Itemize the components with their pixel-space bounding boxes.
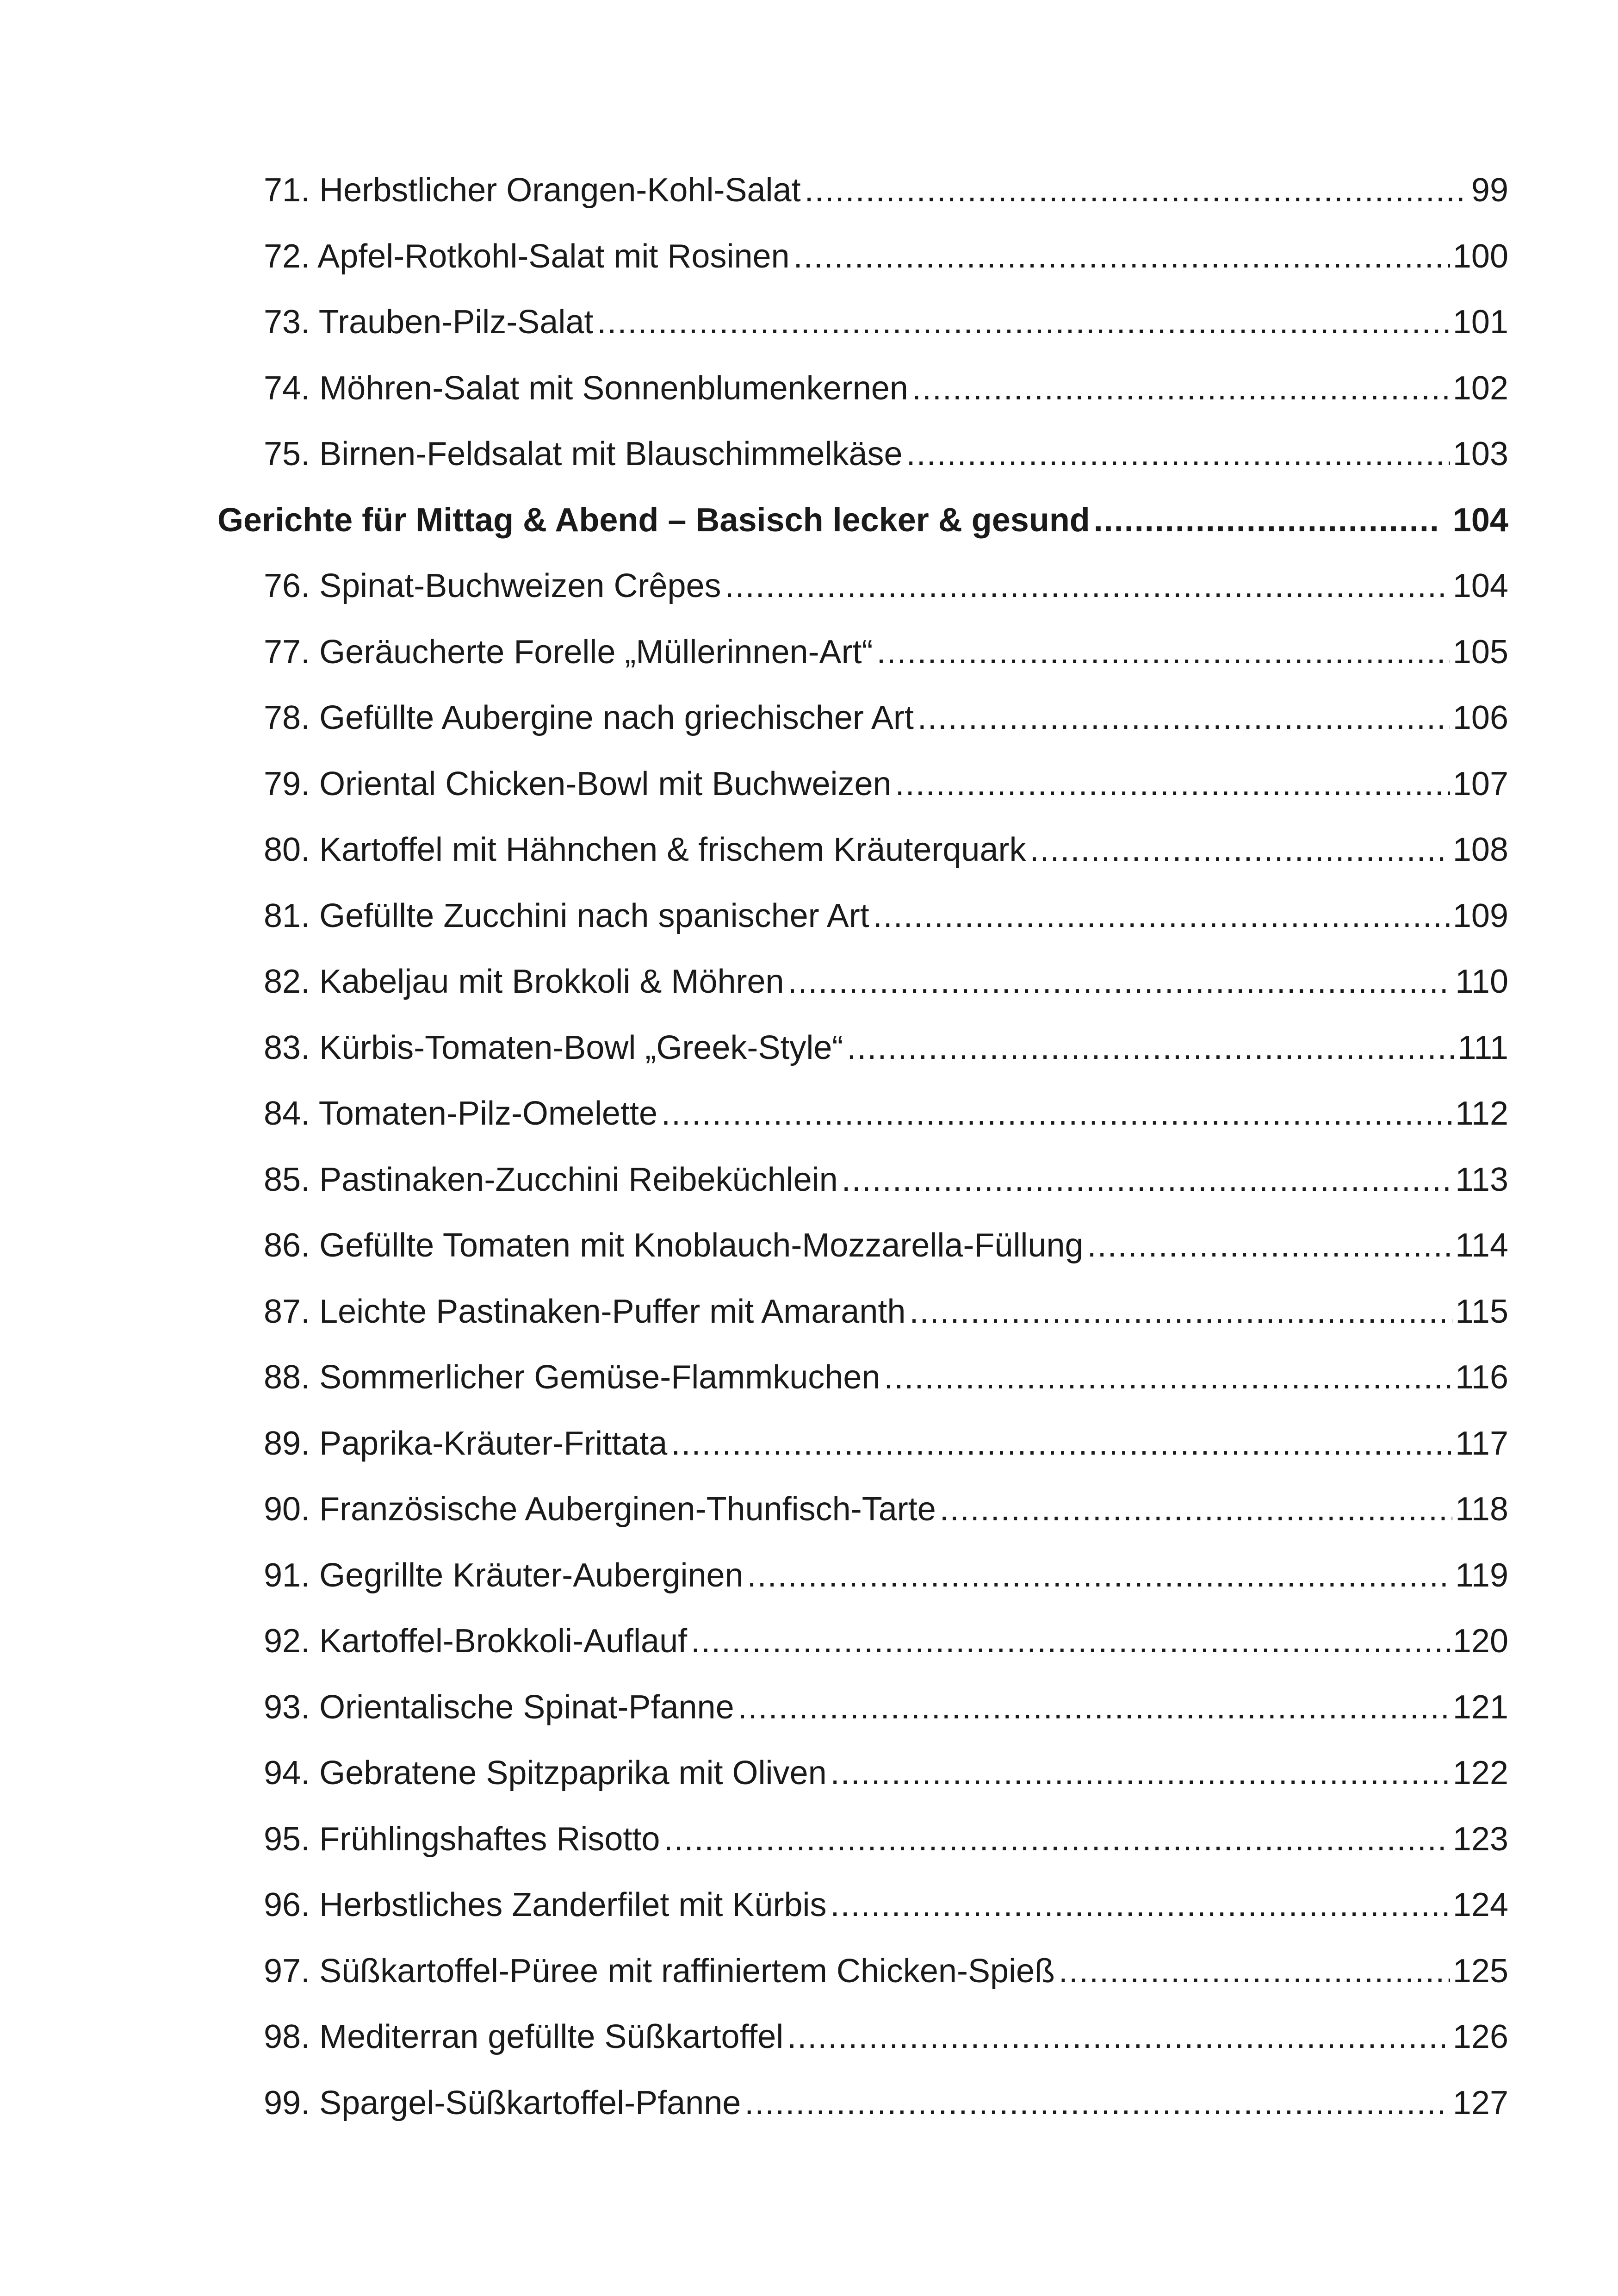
toc-entry-title: 90. Französische Auberginen-Thunfisch-Tarte	[264, 1491, 936, 1528]
toc-entry-title: 85. Pastinaken-Zucchini Reibeküchlein	[264, 1161, 838, 1198]
table-of-contents	[217, 157, 1508, 2136]
toc-leader-dots	[744, 2070, 1450, 2136]
toc-entry[interactable]	[217, 224, 1508, 290]
toc-entry-page: 122	[1452, 1755, 1508, 1792]
toc-entry-title: 92. Kartoffel-Brokkoli-Auflauf	[264, 1623, 688, 1660]
toc-section-title: Gerichte für Mittag & Abend – Basisch lecker & gesund	[217, 501, 1090, 539]
toc-entry-page: 99	[1471, 172, 1508, 209]
toc-leader-dots	[738, 1674, 1450, 1741]
toc-entry[interactable]	[217, 421, 1508, 487]
toc-entry-title: 93. Orientalische Spinat-Pfanne	[264, 1688, 734, 1726]
toc-entry-title: 71. Herbstlicher Orangen-Kohl-Salat	[264, 172, 801, 209]
toc-section-heading[interactable]	[217, 487, 1508, 554]
toc-entry-title: 83. Kürbis-Tomaten-Bowl „Greek-Style“	[264, 1029, 843, 1066]
toc-leader-dots	[873, 883, 1450, 949]
toc-leader-dots	[1094, 487, 1439, 554]
toc-entry-title: 80. Kartoffel mit Hähnchen & frischem Kräuterquark	[264, 831, 1026, 868]
toc-entry[interactable]	[217, 1213, 1508, 1279]
toc-leader-dots	[1059, 1938, 1450, 2004]
toc-entry-page: 110	[1455, 963, 1508, 1000]
toc-entry-page: 124	[1452, 1886, 1508, 1923]
toc-entry-title: 95. Frühlingshaftes Risotto	[264, 1820, 660, 1858]
toc-entry[interactable]	[217, 883, 1508, 949]
toc-leader-dots	[663, 1806, 1450, 1873]
toc-entry-title: 79. Oriental Chicken-Bowl mit Buchweizen	[264, 765, 892, 803]
toc-entry[interactable]	[217, 2004, 1508, 2070]
toc-entry-title: 86. Gefüllte Tomaten mit Knoblauch-Mozzarella-Füllung	[264, 1227, 1084, 1264]
toc-leader-dots	[842, 1147, 1453, 1213]
toc-entry[interactable]	[217, 1147, 1508, 1213]
toc-entry-page: 117	[1455, 1425, 1508, 1462]
toc-entry-title: 88. Sommerlicher Gemüse-Flammkuchen	[264, 1359, 880, 1396]
toc-entry-title: 78. Gefüllte Aubergine nach griechischer Art	[264, 699, 914, 736]
toc-leader-dots	[1029, 817, 1450, 883]
toc-entry-page: 120	[1452, 1623, 1508, 1660]
toc-entry[interactable]	[217, 1476, 1508, 1543]
toc-leader-dots	[847, 1015, 1455, 1081]
toc-entry[interactable]	[217, 1938, 1508, 2004]
toc-entry-title: 72. Apfel-Rotkohl-Salat mit Rosinen	[264, 237, 790, 275]
toc-entry-title: 91. Gegrillte Kräuter-Auberginen	[264, 1556, 744, 1594]
toc-entry-page: 102	[1452, 369, 1508, 407]
toc-entry[interactable]	[217, 619, 1508, 685]
toc-entry-page: 107	[1452, 765, 1508, 803]
toc-entry-title: 87. Leichte Pastinaken-Puffer mit Amaranth	[264, 1293, 906, 1330]
toc-entry[interactable]	[217, 685, 1508, 751]
toc-entry-page: 115	[1455, 1293, 1508, 1330]
toc-entry-page: 100	[1452, 237, 1508, 275]
toc-entry[interactable]	[217, 1608, 1508, 1674]
toc-entry-page: 101	[1452, 304, 1508, 341]
toc-entry[interactable]	[217, 751, 1508, 817]
toc-entry-title: 77. Geräucherte Forelle „Müllerinnen-Art“	[264, 633, 873, 671]
toc-entry[interactable]	[217, 1411, 1508, 1477]
toc-entry-title: 76. Spinat-Buchweizen Crêpes	[264, 567, 721, 604]
toc-entry-page: 104	[1452, 567, 1508, 604]
toc-entry-title: 98. Mediterran gefüllte Süßkartoffel	[264, 2018, 784, 2055]
toc-leader-dots	[884, 1344, 1452, 1411]
toc-entry-page: 116	[1455, 1359, 1508, 1396]
toc-entry[interactable]	[217, 1740, 1508, 1806]
toc-entry-page: 114	[1455, 1227, 1508, 1264]
toc-entry-title: 82. Kabeljau mit Brokkoli & Möhren	[264, 963, 784, 1000]
toc-leader-dots	[661, 1081, 1452, 1147]
toc-leader-dots	[895, 751, 1450, 817]
toc-entry[interactable]	[217, 1806, 1508, 1873]
toc-entry-title: 73. Trauben-Pilz-Salat	[264, 304, 594, 341]
toc-leader-dots	[877, 619, 1450, 685]
toc-entry-title: 74. Möhren-Salat mit Sonnenblumenkernen	[264, 369, 908, 407]
toc-leader-dots	[725, 553, 1450, 619]
toc-entry-page: 106	[1452, 699, 1508, 736]
toc-leader-dots	[831, 1740, 1450, 1806]
toc-entry-page: 118	[1455, 1491, 1508, 1528]
toc-leader-dots	[788, 949, 1453, 1015]
toc-leader-dots	[917, 685, 1450, 751]
toc-leader-dots	[747, 1543, 1453, 1609]
toc-entry-page: 113	[1455, 1161, 1508, 1198]
toc-leader-dots	[794, 224, 1450, 290]
toc-entry[interactable]	[217, 553, 1508, 619]
toc-leader-dots	[909, 1279, 1452, 1345]
toc-entry[interactable]	[217, 949, 1508, 1015]
toc-entry-page: 111	[1457, 1029, 1508, 1066]
toc-entry[interactable]	[217, 817, 1508, 883]
toc-leader-dots	[671, 1411, 1452, 1477]
toc-entry-title: 99. Spargel-Süßkartoffel-Pfanne	[264, 2084, 741, 2122]
toc-entry[interactable]	[217, 355, 1508, 422]
toc-entry[interactable]	[217, 1081, 1508, 1147]
toc-entry[interactable]	[217, 1872, 1508, 1938]
toc-entry[interactable]	[217, 289, 1508, 355]
toc-entry[interactable]	[217, 157, 1508, 224]
toc-entry[interactable]	[217, 1279, 1508, 1345]
toc-entry-page: 126	[1452, 2018, 1508, 2055]
toc-leader-dots	[691, 1608, 1450, 1674]
toc-entry-title: 75. Birnen-Feldsalat mit Blauschimmelkäse	[264, 436, 903, 473]
toc-entry[interactable]	[217, 1015, 1508, 1081]
toc-entry-page: 123	[1452, 1820, 1508, 1858]
toc-section-page: 104	[1452, 501, 1508, 539]
toc-entry-page: 119	[1455, 1556, 1508, 1594]
toc-leader-dots	[830, 1872, 1450, 1938]
toc-entry-title: 84. Tomaten-Pilz-Omelette	[264, 1095, 658, 1132]
toc-entry-title: 94. Gebratene Spitzpaprika mit Oliven	[264, 1755, 827, 1792]
toc-leader-dots	[805, 157, 1469, 224]
toc-entry-page: 103	[1452, 436, 1508, 473]
toc-entry-title: 97. Süßkartoffel-Püree mit raffiniertem Chicken-Spieß	[264, 1952, 1055, 1990]
toc-entry-page: 121	[1452, 1688, 1508, 1726]
toc-entry[interactable]	[217, 1543, 1508, 1609]
toc-entry-page: 127	[1452, 2084, 1508, 2122]
toc-entry[interactable]	[217, 1344, 1508, 1411]
toc-leader-dots	[912, 355, 1450, 422]
toc-leader-dots	[787, 2004, 1450, 2070]
toc-leader-dots	[940, 1476, 1452, 1543]
toc-entry-page: 109	[1452, 897, 1508, 934]
toc-leader-dots	[1087, 1213, 1453, 1279]
toc-entry-title: 89. Paprika-Kräuter-Frittata	[264, 1425, 668, 1462]
toc-entry[interactable]	[217, 2070, 1508, 2136]
toc-entry-title: 81. Gefüllte Zucchini nach spanischer Art	[264, 897, 869, 934]
toc-entry-page: 112	[1455, 1095, 1508, 1132]
toc-entry-page: 125	[1452, 1952, 1508, 1990]
toc-entry-page: 105	[1452, 633, 1508, 671]
toc-leader-dots	[597, 289, 1450, 355]
toc-entry-title: 96. Herbstliches Zanderfilet mit Kürbis	[264, 1886, 827, 1923]
toc-leader-dots	[906, 421, 1450, 487]
toc-entry-page: 108	[1452, 831, 1508, 868]
toc-entry[interactable]	[217, 1674, 1508, 1741]
